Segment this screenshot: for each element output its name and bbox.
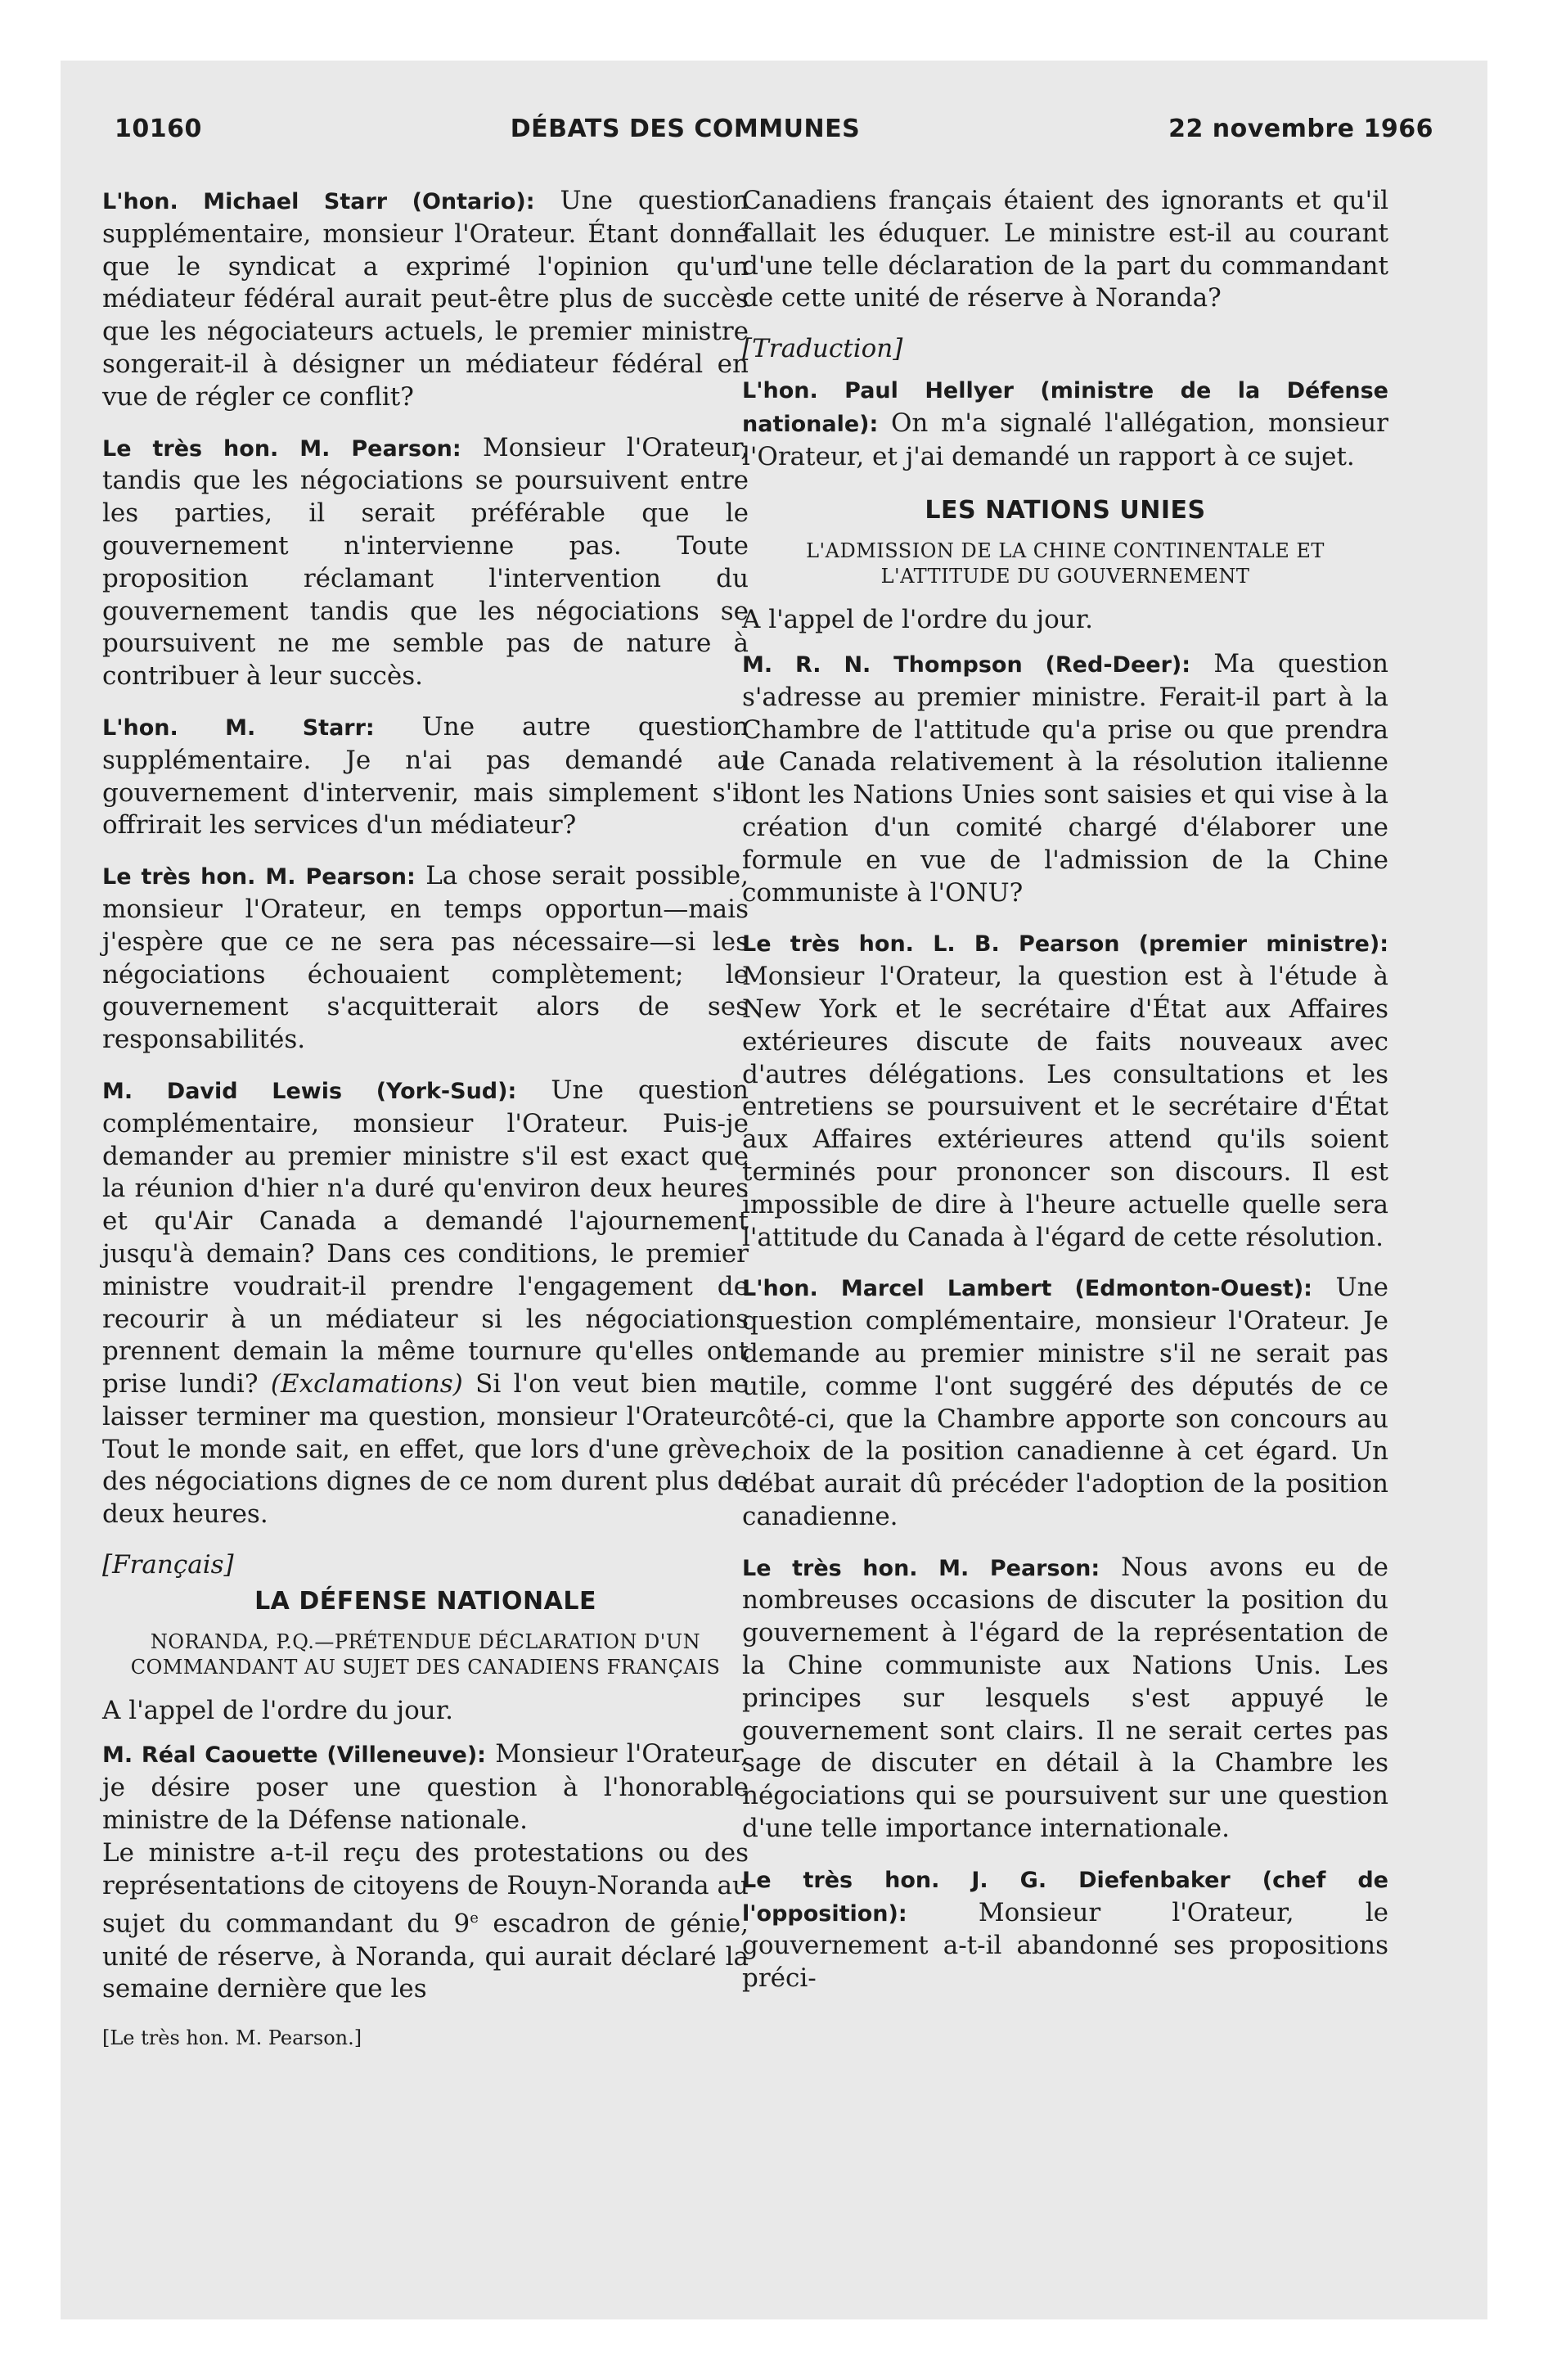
- section-heading: LES NATIONS UNIES: [925, 496, 1206, 525]
- page-number: 10160: [115, 115, 202, 143]
- speech-paragraph: [742, 374, 1388, 473]
- speech-paragraph: [102, 185, 749, 414]
- speaker-name: L'hon. Michael Starr (Ontario):: [102, 189, 535, 214]
- left-column: [102, 185, 749, 2055]
- speech-paragraph: [742, 1864, 1388, 1995]
- speaker-name: L'hon. Marcel Lambert (Edmonton-Ouest):: [742, 1276, 1312, 1302]
- subheading: L'ADMISSION DE LA CHINE CONTINENTALE ET L'ATTITUDE DU GOUVERNEMENT: [806, 539, 1325, 588]
- speaker-name: M. Réal Caouette (Villeneuve):: [102, 1742, 486, 1769]
- speech-text: Monsieur l'Orateur, le gouvernement a-t-il abandonné ses propositions préci-: [742, 1897, 1388, 1994]
- subheading: NORANDA, P.Q.—PRÉTENDUE DÉCLARATION D'UN COMMANDANT AU SUJET DES CANADIENS FRANÇAIS: [130, 1629, 721, 1679]
- speech-paragraph: [742, 648, 1388, 909]
- order-call: A l'appel de l'ordre du jour.: [102, 1695, 453, 1725]
- speaker-name: M. David Lewis (York-Sud):: [102, 1078, 517, 1104]
- speech-text: Une autre question supplémentaire. Je n'ai pas demandé au gouvernement d'intervenir, mais simplement s'il offrirait les services d'un médiateur?: [102, 711, 749, 841]
- speech-paragraph: [102, 432, 749, 693]
- speaker-name: Le très hon. M. Pearson:: [102, 864, 416, 890]
- speech-text: Une question complémentaire, monsieur l'Orateur. Je demande au premier ministre s'il ne serait pas utile, comme l'ont suggéré des députés de ce côté-ci, que la Chambre apporte son concours au choix de la position canadienne à cet égard. Un débat aurait dû précéder l'adoption de la position canadienne.: [742, 1273, 1388, 1531]
- speech-text: La chose serait possible, monsieur l'Orateur, en temps opportun—mais j'espère que ce ne sera pas nécessaire—si les négociations échouaient complètement; le gouvernement s'acquitterait alors de ses responsabilités.: [102, 861, 749, 1055]
- speaker-name: Le très hon. L. B. Pearson (premier ministre):: [742, 931, 1388, 958]
- speech-text: Si l'on veut bien me laisser terminer ma question, monsieur l'Orateur. Tout le monde sait, en effet, que lors d'une grève, des négociations dignes de ce nom durent plus de deux heures.: [102, 1369, 749, 1530]
- speech-text: Nous avons eu de nombreuses occasions de discuter la position du gouvernement à l'égard de la représentation de la Chine communiste aux Nations Unis. Les principes sur lesquels s'est appuyé le gouvernement sont clairs. Il ne serait certes pas sage de discuter en détail à la Chambre les négociations qui se poursuivent sur une question d'une telle importance internationale.: [742, 1552, 1388, 1844]
- translation-note: [Traduction]: [742, 334, 903, 364]
- speech-paragraph: [742, 927, 1388, 1254]
- speaker-name: L'hon. Paul Hellyer (ministre de la Défense nationale):: [742, 377, 1388, 437]
- speech-paragraph: [742, 1552, 1388, 1846]
- speech-text: On m'a signalé l'allégation, monsieur l'Orateur, et j'ai demandé un rapport à ce sujet.: [742, 408, 1388, 471]
- issue-date: 22 novembre 1966: [1168, 115, 1433, 143]
- speaker-name: Le très hon. M. Pearson:: [102, 435, 461, 462]
- speech-text: Monsieur l'Orateur, la question est à l'étude à New York et le secrétaire d'État aux Affaires extérieures discute de faits nouveaux avec d'autres délégations. Les consultations et les entretiens se poursuivent et le secrétaire d'État aux Affaires extérieures attend qu'ils soient terminés pour prononcer son discours. Il est impossible de dire à l'heure actuelle quelle sera l'attitude du Canada à l'égard de cette résolution.: [742, 962, 1388, 1252]
- language-note: [Français]: [102, 1550, 234, 1580]
- speech-paragraph: [102, 711, 749, 842]
- speaker-name: M. R. N. Thompson (Red-Deer):: [742, 651, 1191, 678]
- speech-paragraph: [102, 1738, 749, 1837]
- speech-paragraph: Canadiens français étaient des ignorants et qu'il fallait les éduquer. Le ministre est-il au courant d'une telle déclaration de la part du commandant de cette unité de réserve à Noranda?: [742, 186, 1388, 313]
- speech-text: Ma question s'adresse au premier ministre. Ferait-il part à la Chambre de l'attitude qu'a prise ou que prendra le Canada relativement à la résolution italienne dont les Nations Unies sont saisies et qui vise à la création d'un comité chargé d'élaborer une formule en vue de l'admission de la Chine communiste à l'ONU?: [742, 648, 1388, 908]
- speech-text: Le ministre a-t-il reçu des protestations ou des représentations de citoyens de Rouyn-Noranda au sujet du commandant du 9: [102, 1837, 749, 1939]
- right-column: [742, 185, 1388, 2013]
- speech-paragraph: [102, 1837, 749, 2006]
- interjection: (Exclamations): [270, 1369, 463, 1400]
- speaker-name: Le très hon. J. G. Diefenbaker (chef de l'opposition):: [742, 1867, 1388, 1927]
- running-header: [115, 115, 1433, 147]
- continuation-reference: [Le très hon. M. Pearson.]: [102, 2026, 362, 2050]
- speaker-name: L'hon. M. Starr:: [102, 714, 375, 741]
- speech-paragraph: [742, 1272, 1388, 1533]
- speech-text: Monsieur l'Orateur, tandis que les négociations se poursuivent entre les parties, il serait préférable que le gouvernement n'intervienne pas. Toute proposition réclamant l'intervention du gouvernement tandis que les négociations se poursuivent ne me semble pas de nature à contribuer à leur succès.: [102, 432, 749, 692]
- speaker-name: Le très hon. M. Pearson:: [742, 1555, 1100, 1581]
- section-heading: LA DÉFENSE NATIONALE: [254, 1586, 596, 1616]
- publication-title: DÉBATS DES COMMUNES: [510, 115, 861, 143]
- speech-paragraph: [102, 1075, 749, 1531]
- order-call: A l'appel de l'ordre du jour.: [742, 605, 1093, 635]
- speech-text: Une question supplémentaire, monsieur l'Orateur. Étant donné que le syndicat a exprimé l'opinion qu'un médiateur fédéral aurait peut-être plus de succès que les négociateurs actuels, le premier ministre songerait-il à désigner un médiateur fédéral en vue de régler ce conflit?: [102, 186, 749, 412]
- speech-text: escadron de génie, unité de réserve, à Noranda, qui aurait déclaré la semaine dernière que les: [102, 1909, 749, 2004]
- speech-text: Monsieur l'Orateur, je désire poser une question à l'honorable ministre de la Défense nationale.: [102, 1739, 749, 1836]
- speech-text: Une question complémentaire, monsieur l'Orateur. Puis-je demander au premier ministre s'il est exact que la réunion d'hier n'a duré qu'environ deux heures et qu'Air Canada a demandé l'ajournement jusqu'à demain? Dans ces conditions, le premier ministre voudrait-il prendre l'engagement de recourir à un médiateur si les négociations prennent demain la même tournure qu'elles ont prise lundi?: [102, 1075, 749, 1400]
- ordinal-suffix: e: [470, 1909, 479, 1927]
- speech-paragraph: [102, 860, 749, 1057]
